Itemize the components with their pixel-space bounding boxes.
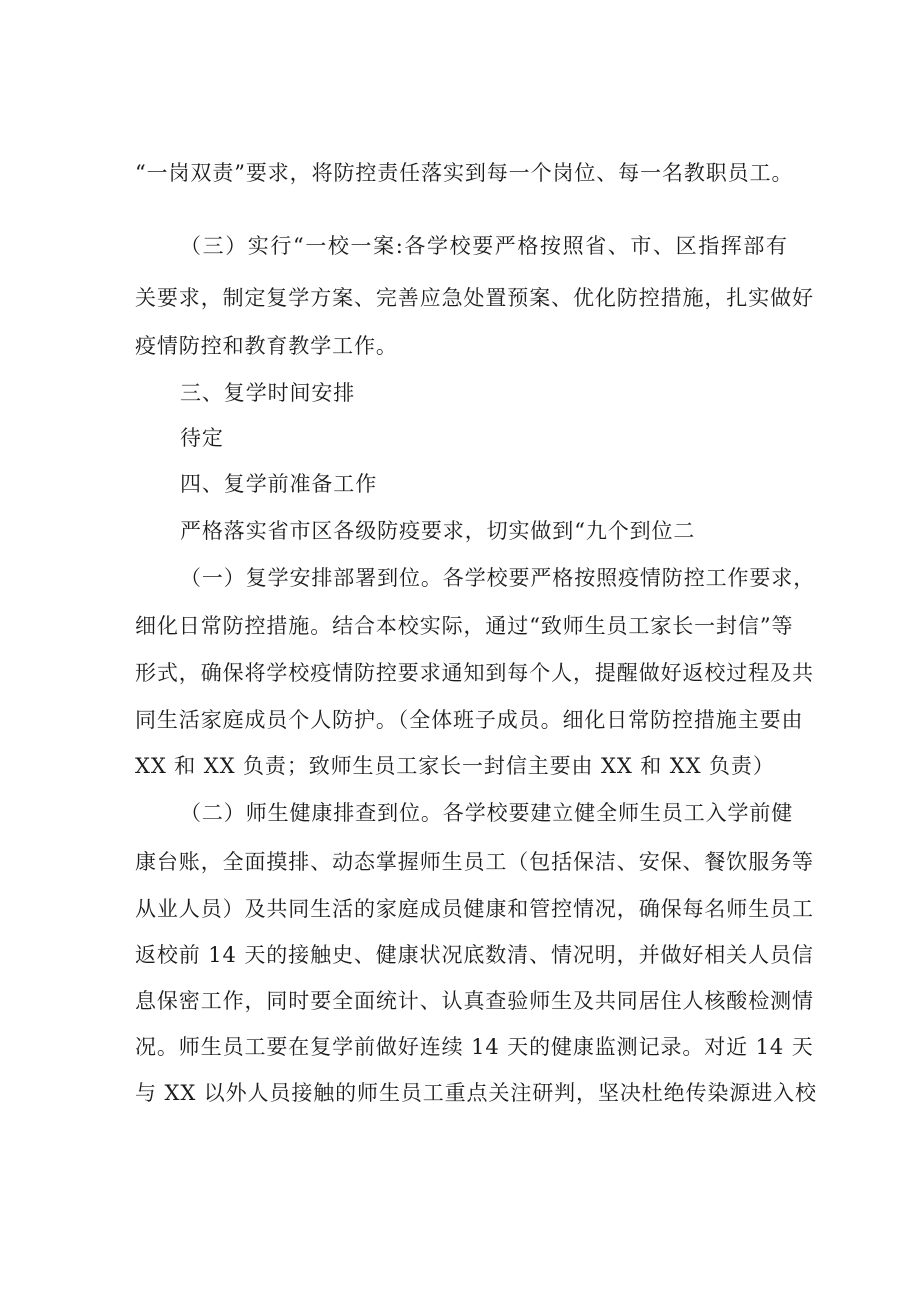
text-line: 同生活家庭成员个人防护。（全体班子成员。细化日常防控措施主要由 xyxy=(135,708,804,732)
text-line: 与 XX 以外人员接触的师生员工重点关注研判，坚决杜绝传染源进入校 xyxy=(135,1081,817,1105)
text-line: XX 和 XX 负责；致师生员工家长一封信主要由 XX 和 XX 负责） xyxy=(135,754,775,778)
paragraph-heading-line: （二）师生健康排查到位。各学校要建立健全师生员工入学前健 xyxy=(180,801,794,825)
section-heading: 三、复学时间安排 xyxy=(180,381,356,405)
text-line: 细化日常防控措施。结合本校实际，通过“致师生员工家长一封信”等 xyxy=(135,614,794,638)
text-line: 关要求，制定复学方案、完善应急处置预案、优化防控措施，扎实做好 xyxy=(135,286,814,310)
text-line: 返校前 14 天的接触史、健康状况底数清、情况明，并做好相关人员信 xyxy=(135,943,814,967)
text-line: 息保密工作，同时要全面统计、认真查验师生及共同居住人核酸检测情 xyxy=(135,989,814,1013)
paragraph-heading-line: （三）实行“一校一案:各学校要严格按照省、市、区指挥部有 xyxy=(180,234,789,258)
text-line: 形式，确保将学校疫情防控要求通知到每个人，提醒做好返校过程及共 xyxy=(135,661,814,685)
text-line: 待定 xyxy=(180,426,224,450)
text-line: 况。师生员工要在复学前做好连续 14 天的健康监测记录。对近 14 天 xyxy=(135,1035,814,1059)
text-line: 从业人员）及共同生活的家庭成员健康和管控情况，确保每名师生员工 xyxy=(135,897,814,921)
text-line: 康台账，全面摸排、动态掌握师生员工（包括保洁、安保、餐饮服务等 xyxy=(135,850,814,874)
text-line: “一岗双责”要求，将防控责任落实到每一个岗位、每一名教职员工。 xyxy=(135,161,794,185)
section-heading: 四、复学前准备工作 xyxy=(180,472,378,496)
text-line: 严格落实省市区各级防疫要求，切实做到“九个到位二 xyxy=(180,519,696,543)
text-line: 疫情防控和教育教学工作。 xyxy=(135,334,398,358)
paragraph-heading-line: （一）复学安排部署到位。各学校要严格按照疫情防控工作要求， xyxy=(180,566,816,590)
